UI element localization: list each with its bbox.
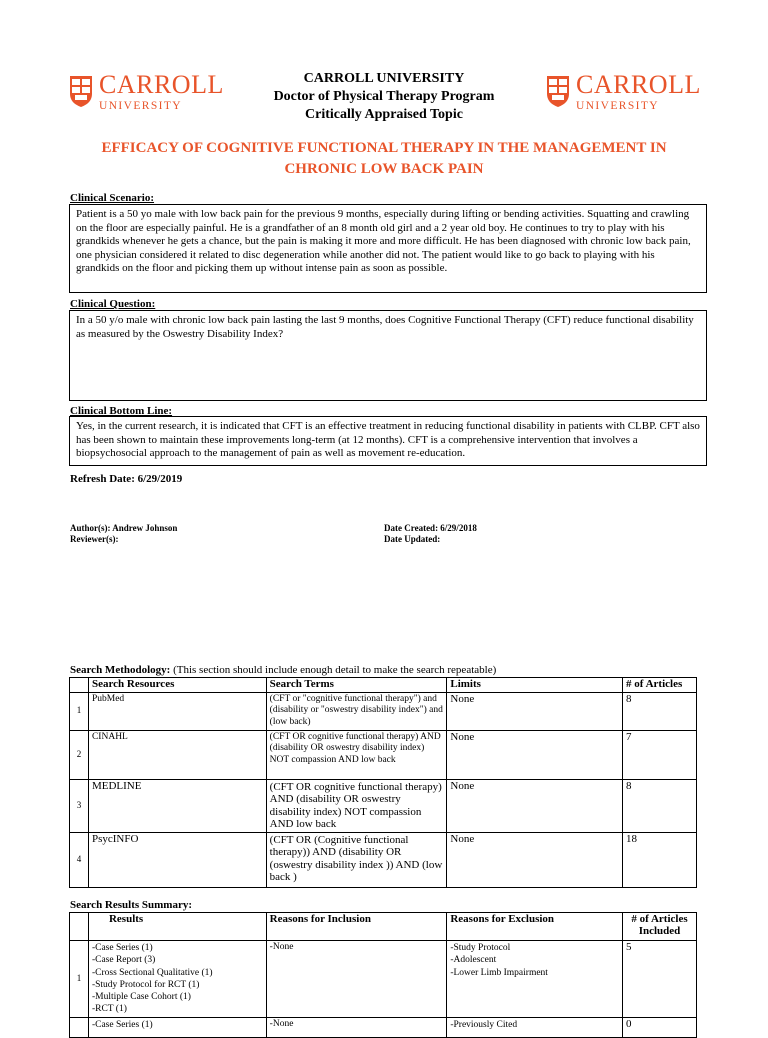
column-header: # of Articles Included: [623, 913, 697, 941]
question-box: In a 50 y/o male with chronic low back pain lasting the last 9 months, does Cognitive Functional Therapy (CFT) reduce functional disability as measured by the Oswestry Disability Index?: [69, 310, 707, 401]
carroll-logo-right: [546, 70, 701, 112]
topic-title: [60, 138, 708, 180]
search-resource: CINAHL: [88, 730, 266, 779]
column-header: Limits: [447, 678, 623, 693]
search-terms: (CFT OR cognitive functional therapy) AND (disability OR oswestry disability index) NOT compassion AND low back: [266, 730, 447, 779]
row-number: 4: [70, 832, 89, 887]
row-number: [70, 1017, 89, 1037]
document-header: [234, 70, 534, 124]
logo-name: CARROLL: [99, 70, 224, 99]
carroll-shield-icon: [546, 74, 570, 108]
table-row: [70, 1017, 697, 1037]
header-program: Doctor of Physical Therapy Program: [273, 89, 495, 104]
exclusion-item: -Adolescent: [450, 955, 497, 966]
article-count: 7: [623, 730, 697, 779]
date-updated: Date Updated:: [384, 534, 441, 544]
article-count: 18: [623, 832, 697, 887]
carroll-shield-icon: [69, 74, 93, 108]
result-item: -Case Report (3): [91, 955, 156, 966]
summary-label: Search Results Summary:: [70, 899, 193, 911]
methodology-label: Search Methodology:: [70, 664, 171, 676]
row-number: 1: [70, 692, 89, 730]
methodology-heading: [70, 664, 496, 677]
result-item: -Study Protocol for RCT (1): [91, 979, 200, 990]
search-resource: PsycINFO: [88, 832, 266, 887]
table-row: [70, 692, 697, 730]
row-number: 1: [70, 941, 89, 1018]
search-limits: None: [447, 692, 623, 730]
column-header: Search Terms: [266, 678, 447, 693]
row-number: 2: [70, 730, 89, 779]
bottom-line-label: Clinical Bottom Line:: [70, 405, 173, 417]
scenario-label: Clinical Scenario:: [70, 192, 155, 204]
inclusion-reasons: -None: [266, 941, 447, 1018]
logo-name: CARROLL: [576, 70, 701, 99]
row-number: 3: [70, 779, 89, 832]
included-count: 0: [623, 1017, 697, 1037]
date-created: Date Created: 6/29/2018: [384, 523, 477, 533]
table-row: [70, 730, 697, 779]
result-item: -Case Series (1): [91, 943, 153, 953]
results-list: [88, 1017, 266, 1037]
search-terms: (CFT OR cognitive functional therapy) AND (disability OR oswestry disability index) NOT compassion AND low back: [266, 779, 447, 832]
header-university: CARROLL UNIVERSITY: [303, 71, 465, 86]
methodology-note: (This section should include enough detail to make the search repeatable): [170, 664, 497, 676]
search-limits: None: [447, 832, 623, 887]
exclusion-reasons: [447, 1017, 623, 1037]
table-row: [70, 941, 697, 1018]
result-item: -Case Series (1): [91, 1019, 153, 1030]
column-header: # of Articles: [623, 678, 697, 693]
column-header: Reasons for Exclusion: [447, 913, 623, 941]
logo-sub: UNIVERSITY: [576, 100, 659, 112]
article-count: 8: [623, 779, 697, 832]
search-limits: None: [447, 730, 623, 779]
column-header: Search Resources: [88, 678, 266, 693]
result-item: -Cross Sectional Qualitative (1): [91, 967, 213, 978]
column-header: Reasons for Inclusion: [266, 913, 447, 941]
methodology-table: [69, 677, 697, 888]
search-terms: (CFT OR (Cognitive functional therapy)) AND (disability OR (oswestry disability index )) AND (low back ): [266, 832, 447, 887]
exclusion-reasons: [447, 941, 623, 1018]
scenario-box: Patient is a 50 yo male with low back pain for the previous 9 months, especially during lifting or bending activities. Squatting and crawling on the floor are especially painful. He is a grandfather of an 8 month old girl and a 2 year old boy. He continues to try to play with his grandkids whenever he gets a chance, but the pain is making it more and more difficult. He has been diagnosed with chronic low back pain, one physician considered it related to disc degeneration while another did not. The patient would like to go back to playing with his grandkids on the floor and picking them up without intense pain as soon as possible.: [69, 204, 707, 293]
carroll-logo-left: [69, 70, 224, 112]
topic-title-line2: CHRONIC LOW BACK PAIN: [284, 161, 484, 177]
inclusion-reasons: -None: [266, 1017, 447, 1037]
result-item: -RCT (1): [91, 1004, 127, 1015]
included-count: 5: [623, 941, 697, 1018]
results-list: [88, 941, 266, 1018]
header-doc-type: Critically Appraised Topic: [305, 107, 463, 122]
column-header: Results: [88, 913, 266, 941]
refresh-date: Refresh Date: 6/29/2019: [70, 473, 183, 485]
logo-sub: UNIVERSITY: [99, 100, 182, 112]
topic-title-line1: EFFICACY OF COGNITIVE FUNCTIONAL THERAPY IN THE MANAGEMENT IN: [101, 140, 667, 156]
table-header-row: [70, 913, 697, 941]
article-count: 8: [623, 692, 697, 730]
exclusion-item: -Lower Limb Impairment: [450, 967, 548, 978]
exclusion-item: -Previously Cited: [450, 1019, 518, 1030]
table-header-row: [70, 678, 697, 693]
search-resource: MEDLINE: [88, 779, 266, 832]
summary-table: [69, 912, 697, 1038]
search-terms: (CFT or "cognitive functional therapy") and (disability or "oswestry disability index") and (low back): [266, 692, 447, 730]
exclusion-item: -Study Protocol: [450, 943, 511, 953]
table-row: [70, 779, 697, 832]
search-limits: None: [447, 779, 623, 832]
table-row: [70, 832, 697, 887]
result-item: -Multiple Case Cohort (1): [91, 992, 191, 1003]
search-resource: PubMed: [88, 692, 266, 730]
author: Author(s): Andrew Johnson: [70, 523, 178, 533]
reviewer: Reviewer(s):: [70, 534, 119, 544]
bottom-line-box: Yes, in the current research, it is indicated that CFT is an effective treatment in reducing functional disability in patients with CLBP. CFT also has been shown to maintain these improvements long-term (at 12 months). CFT is a comprehensive intervention that involves a biopsychosocial approach to the management of pain as well as movement re-education.: [69, 416, 707, 466]
question-label: Clinical Question:: [70, 298, 156, 310]
